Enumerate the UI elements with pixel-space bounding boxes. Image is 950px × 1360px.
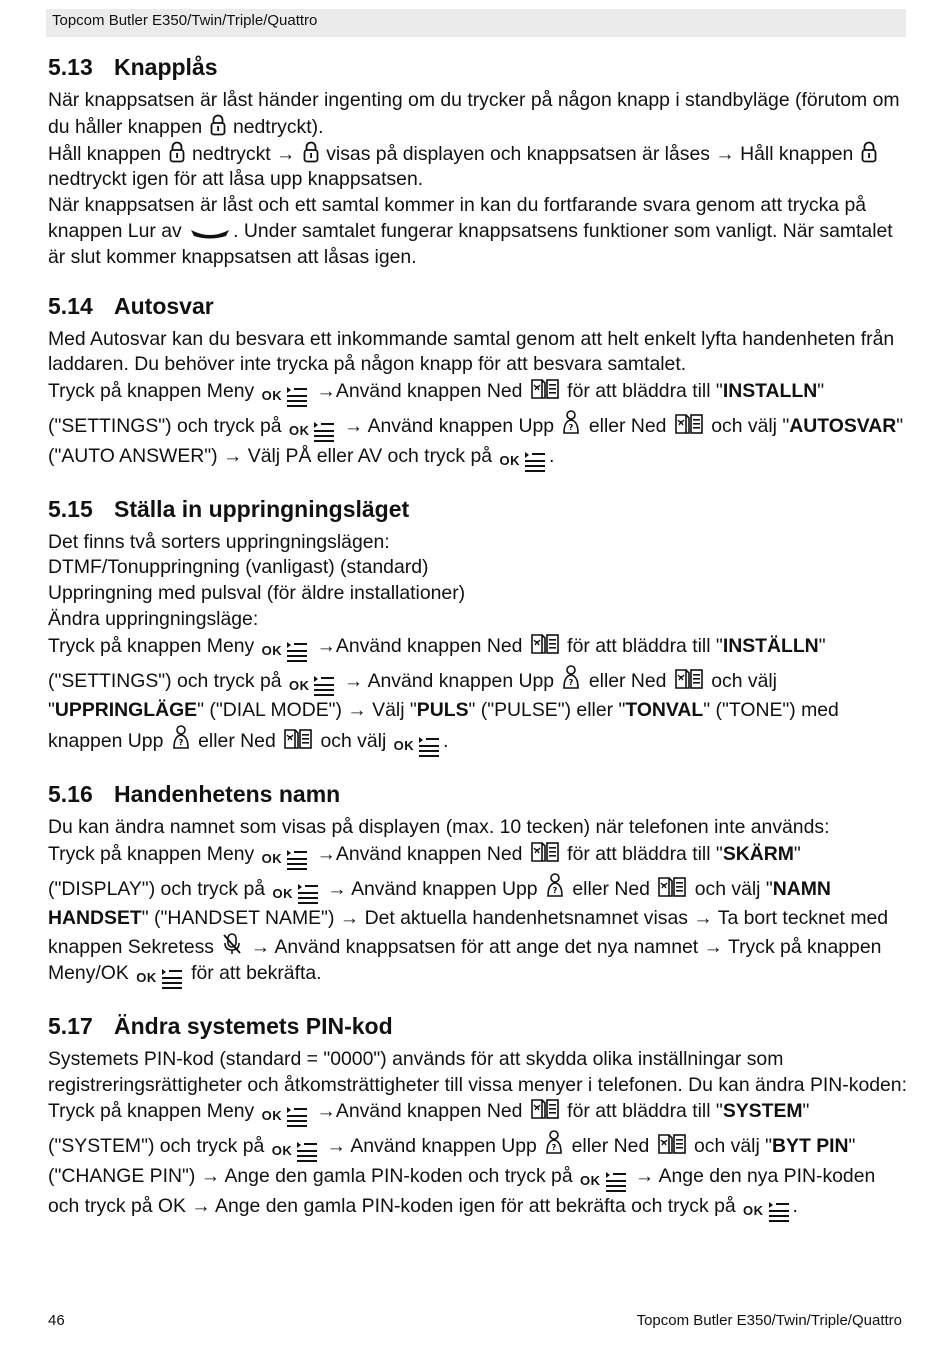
- section-title: Autosvar: [114, 292, 214, 319]
- text-run: → Ange den nya PIN-koden och tryck på OK → Ange den gamla PIN-koden igen för att bekräfta och tryck på: [48, 1164, 876, 1217]
- paragraph: [48, 88, 910, 271]
- text-run: " ("TONE") med knappen Upp: [48, 699, 839, 753]
- section-heading: [48, 779, 910, 809]
- down-phonebook-icon: [674, 668, 704, 690]
- page-number: 46: [48, 1312, 65, 1329]
- section-title: Ställa in uppringningsläget: [114, 495, 410, 522]
- ok-menu-icon: OK: [272, 1138, 320, 1164]
- text-run: " ("PULSE") eller ": [468, 699, 626, 722]
- text-run: och välj: [315, 730, 392, 753]
- section-5-17: [48, 1011, 910, 1224]
- text-run: Tryck på knappen Meny: [48, 1100, 260, 1123]
- text-run: nedtryckt →: [186, 142, 301, 165]
- text-run: .: [548, 444, 555, 467]
- text-run: Det finns två sorters uppringningslägen:: [48, 530, 390, 553]
- text-run: .: [792, 1194, 798, 1217]
- section-number: 5.16: [48, 780, 93, 807]
- document-body: [48, 52, 910, 1244]
- text-run: " ("SETTINGS") och tryck på: [48, 380, 825, 437]
- ok-menu-icon: OK: [289, 418, 337, 444]
- text-run: Tryck på knappen Meny: [48, 380, 260, 403]
- text-run: och välj ": [705, 414, 790, 437]
- down-phonebook-icon: [530, 841, 560, 863]
- text-run: " ("HANDSET NAME") → Det aktuella handenhetsnamnet visas → Ta bort tecknet med knappen Sekretess: [48, 907, 889, 959]
- svg-text:?: ?: [552, 885, 558, 895]
- text-run: eller Ned: [566, 1135, 655, 1158]
- text-run: → Använd knappen Upp: [338, 414, 560, 437]
- off-hook-icon: [189, 226, 231, 240]
- text-run: " ("CHANGE PIN") → Ange den gamla PIN-koden och tryck på: [48, 1135, 856, 1187]
- text-run: " ("SYSTEM") och tryck på: [48, 1100, 810, 1158]
- section-5-14: [48, 291, 910, 474]
- text-run: och välj ": [48, 669, 777, 722]
- menu-term: SKÄRM: [722, 842, 794, 865]
- text-run: → Använd knappsatsen för att ange det nya namnet → Tryck på knappen Meny/OK: [48, 936, 882, 984]
- text-run: → Använd knappen Upp: [321, 1135, 543, 1158]
- text-run: eller Ned: [192, 730, 282, 753]
- up-redial-icon: [544, 1129, 564, 1155]
- ok-menu-icon: OK: [136, 965, 184, 991]
- lock-key-icon: [861, 141, 877, 163]
- text-run: .: [443, 730, 449, 753]
- down-phonebook-icon: [674, 413, 704, 435]
- text-run: " ("DIAL MODE") → Välj ": [197, 699, 417, 722]
- footer-title: Topcom Butler E350/Twin/Triple/Quattro: [636, 1312, 902, 1329]
- down-phonebook-icon: [657, 876, 687, 898]
- page-header: [46, 9, 906, 37]
- section-title: Knapplås: [114, 54, 218, 80]
- text-run: för att bläddra till ": [561, 842, 723, 865]
- section-number: 5.14: [48, 292, 93, 319]
- text-run: eller Ned: [566, 877, 656, 900]
- text-run: " ("AUTO ANSWER") → Välj PÅ eller AV och tryck på: [48, 414, 904, 467]
- section-title: Handenhetens namn: [114, 780, 341, 807]
- text-run: Uppringning med pulsval (för äldre installationer): [48, 582, 466, 605]
- text-run: visas på displayen och knappsatsen är låses → Håll knappen: [320, 142, 859, 165]
- lock-key-icon: [303, 141, 319, 163]
- section-5-15: [48, 494, 910, 759]
- menu-term: TONVAL: [625, 699, 704, 722]
- text-run: Systemets PIN-kod (standard = "0000") används för att skydda olika inställningar som registreringsrättigheter och åtkomsträttigheter till vissa menyer i telefonen. Du kan ändra PIN-koden:: [48, 1047, 907, 1096]
- menu-term: UPPRINGLÄGE: [54, 699, 198, 722]
- menu-term: SYSTEM: [722, 1100, 803, 1123]
- text-run: eller Ned: [583, 669, 672, 692]
- svg-text:?: ?: [569, 422, 574, 432]
- text-run: nedtryckt).: [227, 115, 324, 138]
- lock-key-icon: [169, 141, 185, 163]
- section-5-13: [48, 52, 910, 271]
- header-title: Topcom Butler E350/Twin/Triple/Quattro: [52, 12, 318, 29]
- up-redial-icon: [545, 872, 565, 898]
- text-run: →Använd knappen Ned: [311, 1100, 528, 1123]
- down-phonebook-icon: [530, 378, 560, 400]
- ok-menu-icon: OK: [272, 881, 320, 907]
- ok-menu-icon: OK: [743, 1198, 791, 1224]
- ok-menu-icon: OK: [262, 846, 310, 872]
- text-run: → Använd knappen Upp: [321, 877, 543, 900]
- section-5-16: [48, 779, 910, 991]
- text-run: " ("SETTINGS") och tryck på: [48, 634, 826, 692]
- ok-menu-icon: OK: [289, 673, 337, 699]
- svg-text:?: ?: [178, 738, 184, 748]
- menu-term: INSTALLN: [722, 380, 818, 403]
- paragraph: [48, 530, 910, 759]
- section-number: 5.15: [48, 495, 93, 522]
- section-number: 5.13: [48, 54, 93, 80]
- text-run: " ("DISPLAY") och tryck på: [48, 842, 801, 900]
- section-heading: [48, 494, 910, 524]
- text-run: →Använd knappen Ned: [311, 842, 528, 865]
- ok-menu-icon: OK: [262, 1103, 310, 1129]
- up-redial-icon: [561, 664, 581, 690]
- paragraph: [48, 1047, 910, 1224]
- ok-menu-icon: OK: [499, 448, 547, 474]
- text-run: för att bläddra till ": [561, 380, 723, 403]
- section-heading: [48, 291, 910, 321]
- svg-text:?: ?: [551, 1143, 557, 1153]
- text-run: . Under samtalet fungerar knappsatsens funktioner som vanligt. När samtalet är slut kommer knappsatsen att låsas igen.: [48, 219, 893, 268]
- up-redial-icon: [171, 724, 191, 750]
- text-run: När knappsatsen är låst händer ingenting om du trycker på någon knapp i standbyläge (förutom om du håller knappen: [48, 89, 900, 138]
- text-run: och välj ": [689, 877, 773, 900]
- text-run: Håll knappen: [48, 142, 167, 165]
- text-run: Med Autosvar kan du besvara ett inkommande samtal genom att helt enkelt lyfta handenheten från laddaren. Du behöver inte trycka på någon knapp för att besvara samtalet.: [48, 327, 895, 376]
- text-run: för att bekräfta.: [185, 961, 322, 984]
- text-run: → Använd knappen Upp: [338, 669, 560, 692]
- ok-menu-icon: OK: [262, 638, 310, 664]
- text-run: →Använd knappen Ned: [311, 634, 528, 657]
- menu-term: PULS: [416, 699, 469, 722]
- text-run: Tryck på knappen Meny: [48, 634, 260, 657]
- svg-text:?: ?: [569, 677, 574, 687]
- text-run: →Använd knappen Ned: [311, 380, 528, 403]
- page-footer: [48, 1312, 902, 1329]
- section-title: Ändra systemets PIN-kod: [114, 1012, 393, 1039]
- section-number: 5.17: [48, 1012, 93, 1039]
- mute-icon: [221, 932, 243, 956]
- down-phonebook-icon: [530, 633, 560, 655]
- paragraph: [48, 327, 910, 474]
- text-run: eller Ned: [583, 414, 672, 437]
- ok-menu-icon: OK: [580, 1168, 628, 1194]
- menu-term: AUTOSVAR: [789, 414, 897, 437]
- down-phonebook-icon: [657, 1133, 687, 1155]
- down-phonebook-icon: [283, 728, 313, 750]
- text-run: och välj ": [688, 1135, 773, 1158]
- down-phonebook-icon: [530, 1098, 560, 1120]
- lock-key-icon: [210, 114, 226, 136]
- ok-menu-icon: OK: [394, 733, 442, 759]
- text-run: DTMF/Tonuppringning (vanligast) (standard): [48, 556, 429, 579]
- text-run: Ändra uppringningsläge:: [48, 607, 259, 630]
- text-run: Tryck på knappen Meny: [48, 842, 260, 865]
- ok-menu-icon: OK: [262, 383, 310, 409]
- text-run: Du kan ändra namnet som visas på displayen (max. 10 tecken) när telefonen inte används:: [48, 815, 830, 838]
- menu-term: INSTÄLLN: [722, 634, 819, 657]
- text-run: nedtryckt igen för att låsa upp knappsatsen.: [48, 168, 424, 191]
- section-heading: [48, 1011, 910, 1041]
- text-run: för att bläddra till ": [561, 1100, 723, 1123]
- menu-term: BYT PIN: [772, 1135, 849, 1158]
- up-redial-icon: [561, 409, 581, 435]
- text-run: När knappsatsen är låst och ett samtal kommer in kan du fortfarande svara genom att trycka på knappen Lur av: [48, 194, 867, 242]
- menu-term: NAMN HANDSET: [48, 877, 831, 930]
- section-heading: [48, 52, 910, 82]
- paragraph: [48, 815, 910, 991]
- text-run: för att bläddra till ": [561, 634, 723, 657]
